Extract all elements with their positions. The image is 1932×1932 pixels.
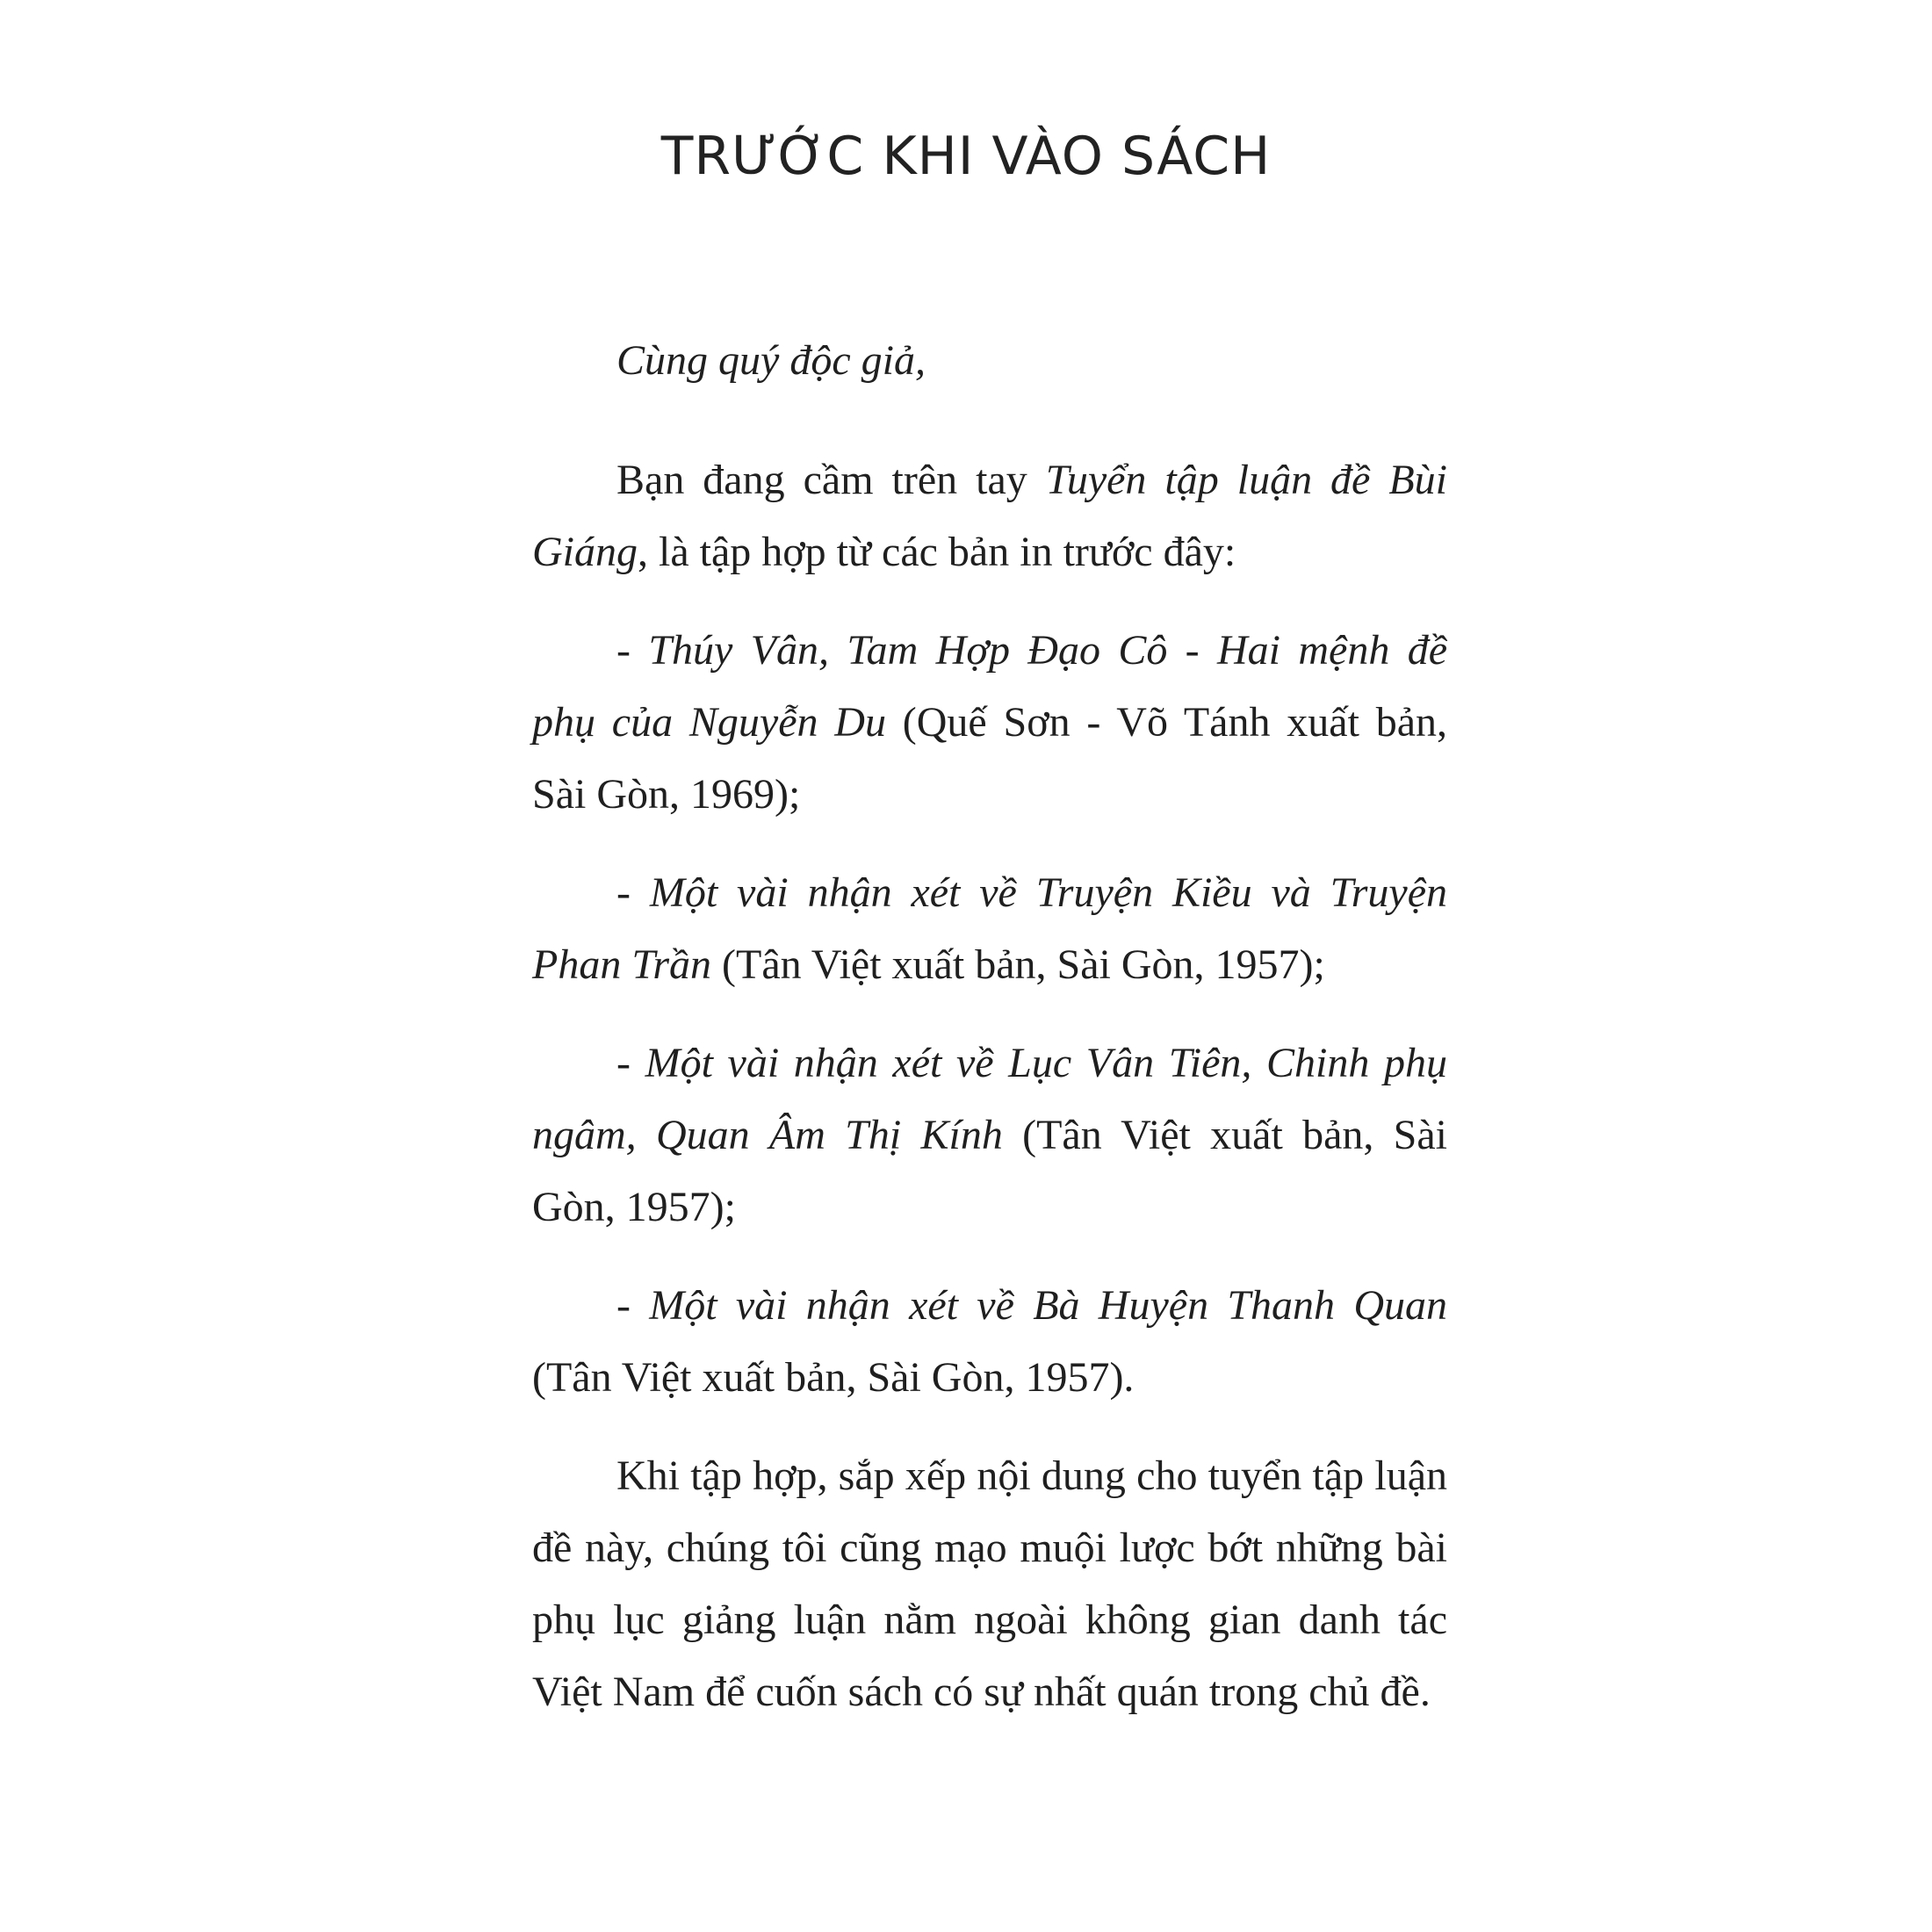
intro-text-start: Bạn đang cầm trên tay	[616, 457, 1046, 503]
work-title: - Thúy Vân, Tam Hợp Đạo Cô - Hai mệnh đề phụ của Nguyễn Du	[532, 627, 1447, 746]
list-item	[532, 857, 1447, 1001]
list-item	[532, 615, 1447, 831]
page-body	[532, 325, 1447, 1755]
work-title: - Một vài nhận xét về Lục Vân Tiên, Chinh phụ ngâm, Quan Âm Thị Kính	[532, 1040, 1447, 1158]
intro-text-end: , là tập hợp từ các bản in trước đây:	[638, 529, 1236, 575]
publication-info: (Tân Việt xuất bản, Sài Gòn, 1957).	[532, 1354, 1135, 1401]
page-title: TRƯỚC KHI VÀO SÁCH	[660, 126, 1272, 187]
work-title: - Một vài nhận xét về Bà Huyện Thanh Quan	[616, 1282, 1447, 1329]
list-item	[532, 1270, 1447, 1414]
publication-info: (Tân Việt xuất bản, Sài Gòn, 1957);	[711, 941, 1325, 988]
work-title: - Một vài nhận xét về Truyện Kiều và Truyện Phan Trần	[532, 869, 1447, 988]
closing-paragraph: Khi tập hợp, sắp xếp nội dung cho tuyển tập luận đề này, chúng tôi cũng mạo muội lược bớt những bài phụ lục giảng luận nằm ngoài không gian danh tác Việt Nam để cuốn sách có sự nhất quán trong chủ đề.	[532, 1453, 1447, 1715]
publication-info: (Tân Việt xuất bản, Sài Gòn, 1957);	[532, 1112, 1448, 1230]
list-item	[532, 1027, 1447, 1244]
intro-paragraph	[532, 444, 1447, 588]
salutation: Cùng quý độc giả,	[616, 337, 926, 384]
intro-book-title: Tuyển tập luận đề Bùi Giáng	[532, 457, 1447, 575]
publication-info: (Quế Sơn - Võ Tánh xuất bản, Sài Gòn, 1969);	[532, 699, 1448, 818]
